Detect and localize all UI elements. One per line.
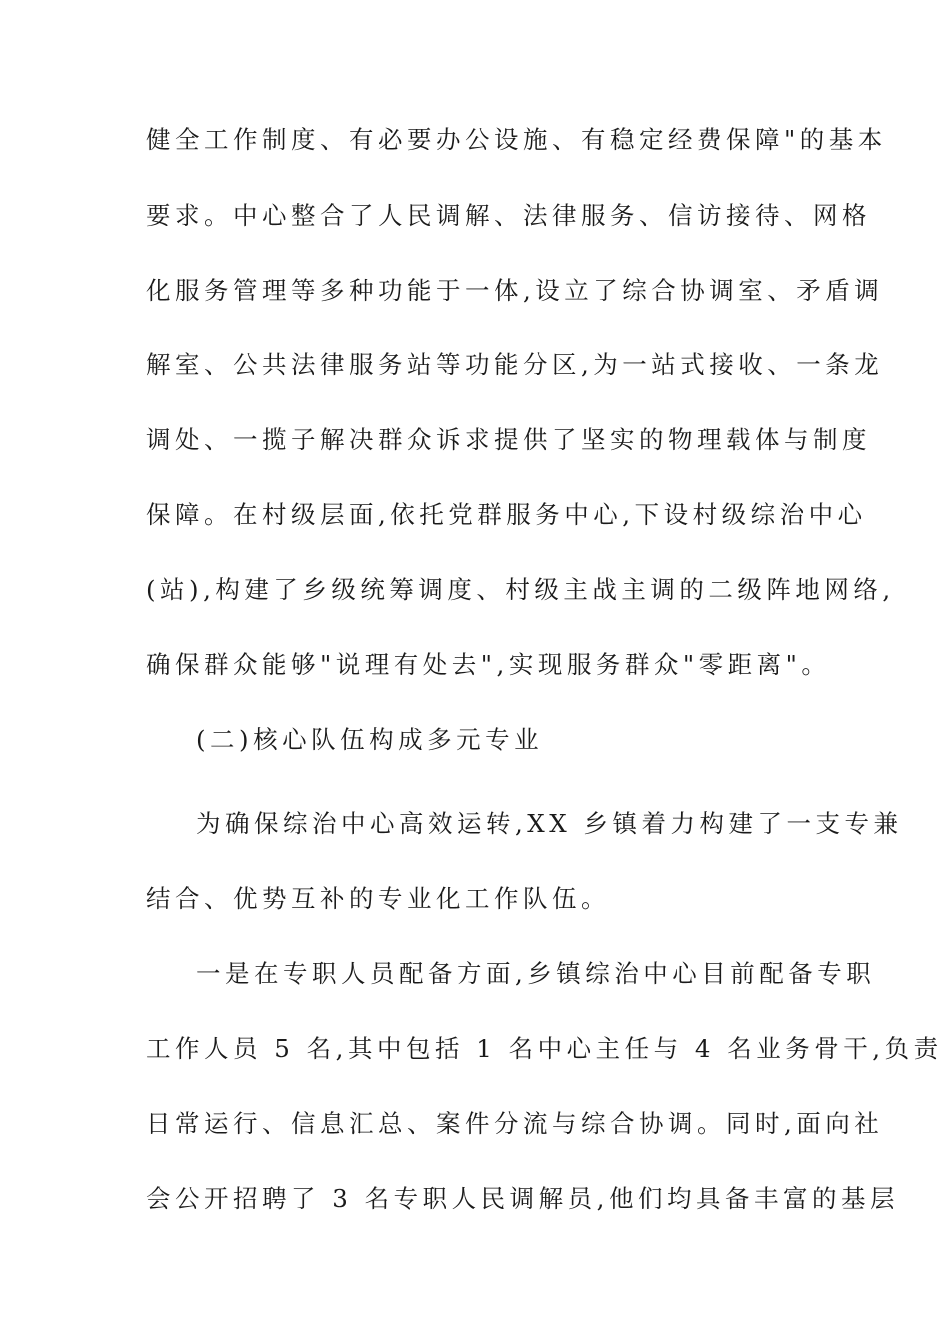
paragraph-line: 为确保综治中心高效运转,XX 乡镇着力构建了一支专兼 [196,809,903,838]
paragraph-line: 解室、公共法律服务站等功能分区,为一站式接收、一条龙 [146,350,884,379]
paragraph-line: 要求。中心整合了人民调解、法律服务、信访接待、网格 [146,201,871,230]
section-heading: (二)核心队伍构成多元专业 [196,725,544,754]
paragraph-line: 结合、优势互补的专业化工作队伍。 [146,884,610,913]
paragraph-line: 确保群众能够"说理有处去",实现服务群众"零距离"。 [146,650,831,679]
paragraph-line: 一是在专职人员配备方面,乡镇综治中心目前配备专职 [196,959,876,988]
paragraph-line: 调处、一揽子解决群众诉求提供了坚实的物理载体与制度 [146,425,871,454]
paragraph-line: 保障。在村级层面,依托党群服务中心,下设村级综治中心 [146,500,867,529]
paragraph-line: 日常运行、信息汇总、案件分流与综合协调。同时,面向社 [146,1109,884,1138]
paragraph-line: (站),构建了乡级统筹调度、村级主战主调的二级阵地网络, [146,575,895,604]
paragraph-line: 化服务管理等多种功能于一体,设立了综合协调室、矛盾调 [146,276,884,305]
paragraph-line: 会公开招聘了 3 名专职人民调解员,他们均具备丰富的基层 [146,1184,899,1213]
paragraph-line: 健全工作制度、有必要办公设施、有稳定经费保障"的基本 [146,125,887,154]
paragraph-line: 工作人员 5 名,其中包括 1 名中心主任与 4 名业务骨干,负责 [146,1034,943,1063]
